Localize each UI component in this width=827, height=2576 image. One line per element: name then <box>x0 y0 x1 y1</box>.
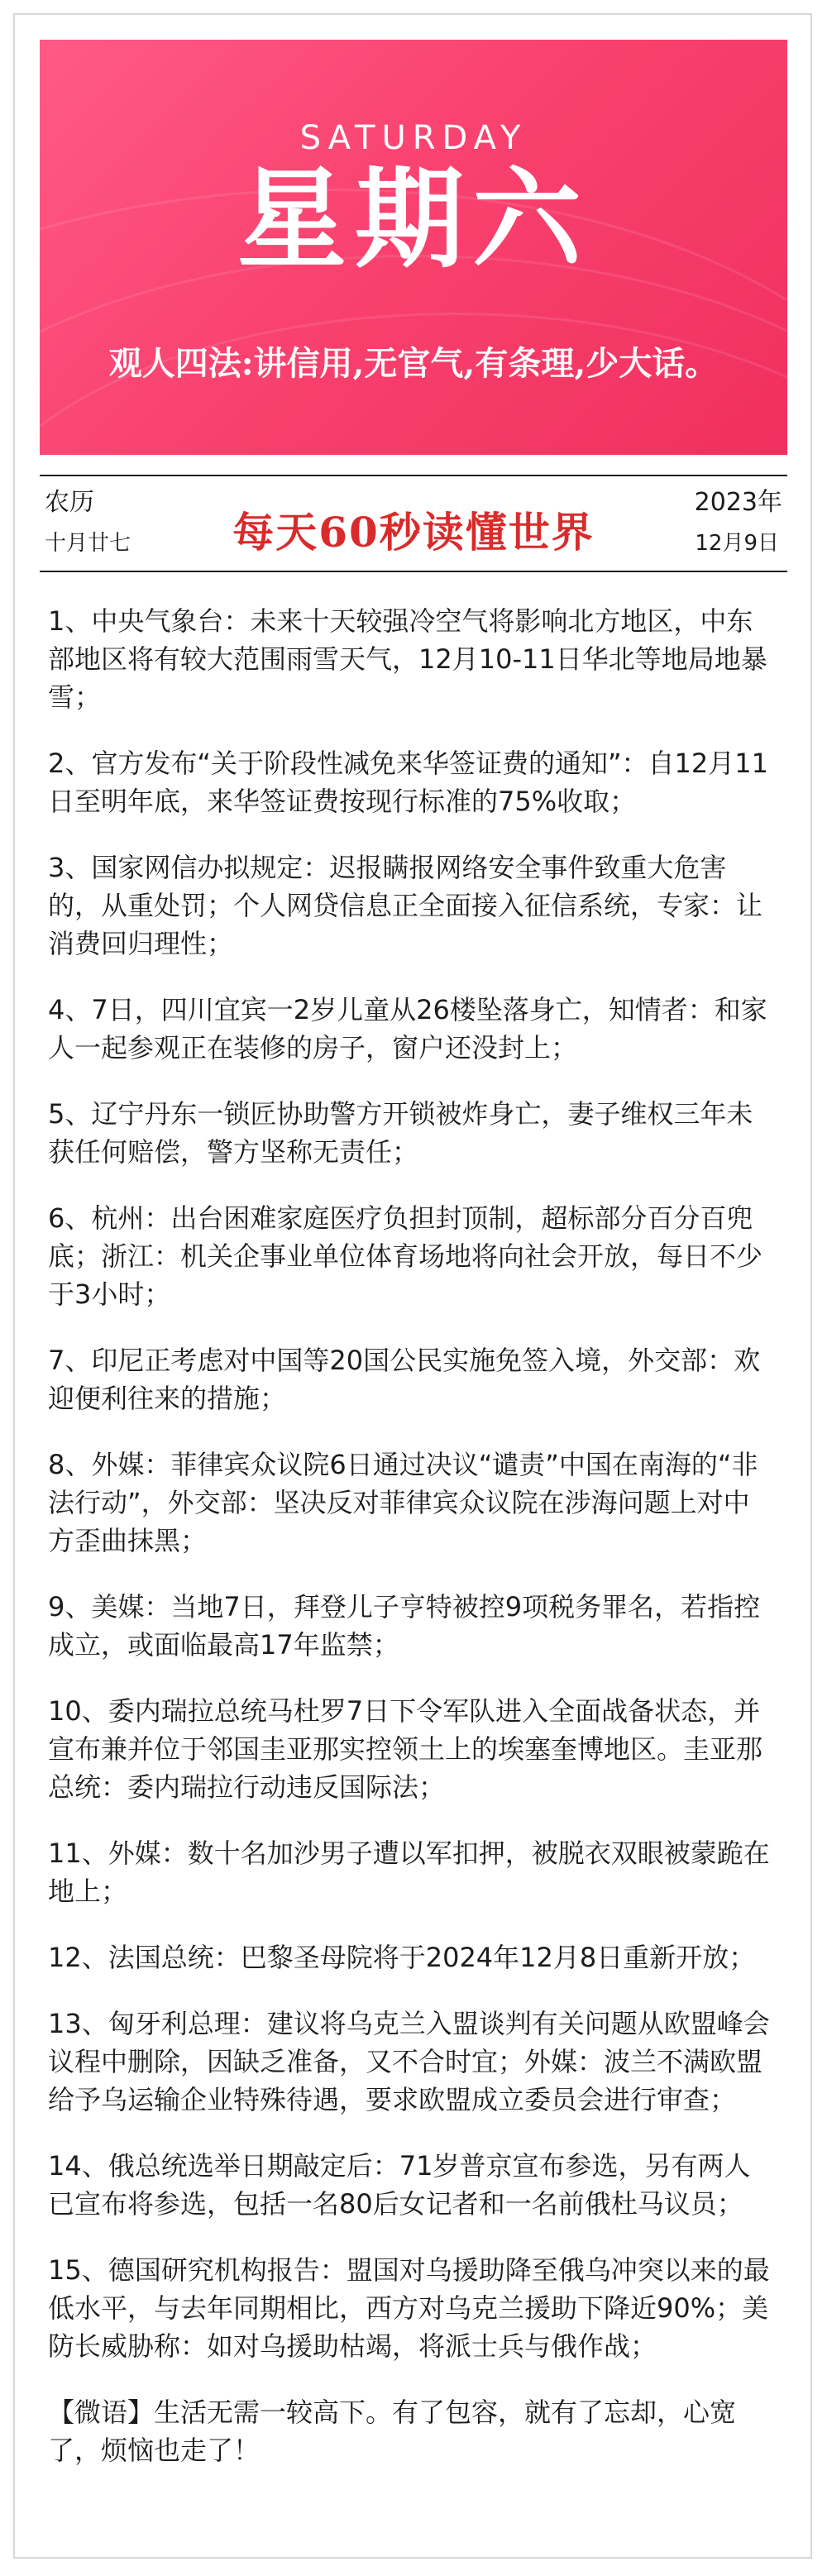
year-label: 2023年 <box>694 488 782 517</box>
news-item: 4、7日，四川宜宾一2岁儿童从26楼坠落身亡，知情者：和家人一起参观正在装修的房子，窗户还没封上； <box>48 994 767 1063</box>
news-item: 1、中央气象台：未来十天较强冷空气将影响北方地区，中东部地区将有较大范围雨雪天气，12月10-11日华北等地局地暴雪； <box>48 605 767 713</box>
weekday-chinese: 星期六 <box>237 156 590 284</box>
lunar-date: 十月廿七 <box>45 531 131 556</box>
day-banner <box>40 40 787 455</box>
banner-motto: 观人四法:讲信用,无官气,有条理,少大话。 <box>108 344 719 383</box>
news-item: 8、外媒：菲律宾众议院6日通过决议“谴责”中国在南海的“非法行动”，外交部：坚决反对菲律宾众议院在涉海问题上对中方歪曲抹黑； <box>48 1449 758 1556</box>
news-list <box>48 602 776 2496</box>
header-bottom-rule <box>40 571 787 572</box>
daily-quote: 【微语】生活无需一较高下。有了包容，就有了忘却，心宽了，烦恼也走了！ <box>48 2397 737 2466</box>
news-item: 14、俄总统选举日期敲定后：71岁普京宣布参选，另有两人已宣布将参选，包括一名80后女记者和一名前俄杜马议员； <box>48 2150 751 2220</box>
news-item: 11、外媒：数十名加沙男子遭以军扣押，被脱衣双眼被蒙跪在地上； <box>48 1838 770 1907</box>
date-header <box>40 476 787 567</box>
weekday-english: SATURDAY <box>299 119 528 157</box>
page-title: 每天60秒读懂世界 <box>232 508 595 557</box>
news-item: 10、委内瑞拉总统马杜罗7日下令军队进入全面战备状态，并宣布兼并位于邻国圭亚那实控领土上的埃塞奎博地区。圭亚那总统：委内瑞拉行动违反国际法； <box>48 1695 763 1803</box>
news-item: 15、德国研究机构报告：盟国对乌援助降至俄乌冲突以来的最低水平，与去年同期相比，西方对乌克兰援助下降近90%；美防长威胁称：如对乌援助枯竭，将派士兵与俄作战； <box>48 2254 770 2362</box>
news-item: 13、匈牙利总理：建议将乌克兰入盟谈判有关问题从欧盟峰会议程中删除，因缺乏准备，又不合时宜；外媒：波兰不满欧盟给予乌运输企业特殊待遇，要求欧盟成立委员会进行审查； <box>48 2008 770 2115</box>
gregorian-date: 12月9日 <box>695 531 779 556</box>
news-item: 12、法国总统：巴黎圣母院将于2024年12月8日重新开放； <box>48 1942 756 1973</box>
news-item: 5、辽宁丹东一锁匠协助警方开锁被炸身亡，妻子维权三年未获任何赔偿，警方坚称无责任； <box>48 1098 753 1168</box>
lunar-label: 农历 <box>45 488 94 517</box>
news-item: 2、官方发布“关于阶段性减免来华签证费的通知”：自12月11日至明年底，来华签证费按现行标准的75%收取； <box>48 748 768 817</box>
news-item: 6、杭州：出台困难家庭医疗负担封顶制，超标部分百分百兜底；浙江：机关企事业单位体育场地将向社会开放，每日不少于3小时； <box>48 1202 763 1310</box>
news-item: 3、国家网信办拟规定：迟报瞒报网络安全事件致重大危害的，从重处罚；个人网贷信息正全面接入征信系统，专家：让消费回归理性； <box>48 852 763 959</box>
news-item: 9、美媒：当地7日，拜登儿子亨特被控9项税务罪名，若指控成立，或面临最高17年监禁； <box>48 1591 761 1661</box>
news-item: 7、印尼正考虑对中国等20国公民实施免签入境，外交部：欢迎便利往来的措施； <box>48 1345 761 1414</box>
